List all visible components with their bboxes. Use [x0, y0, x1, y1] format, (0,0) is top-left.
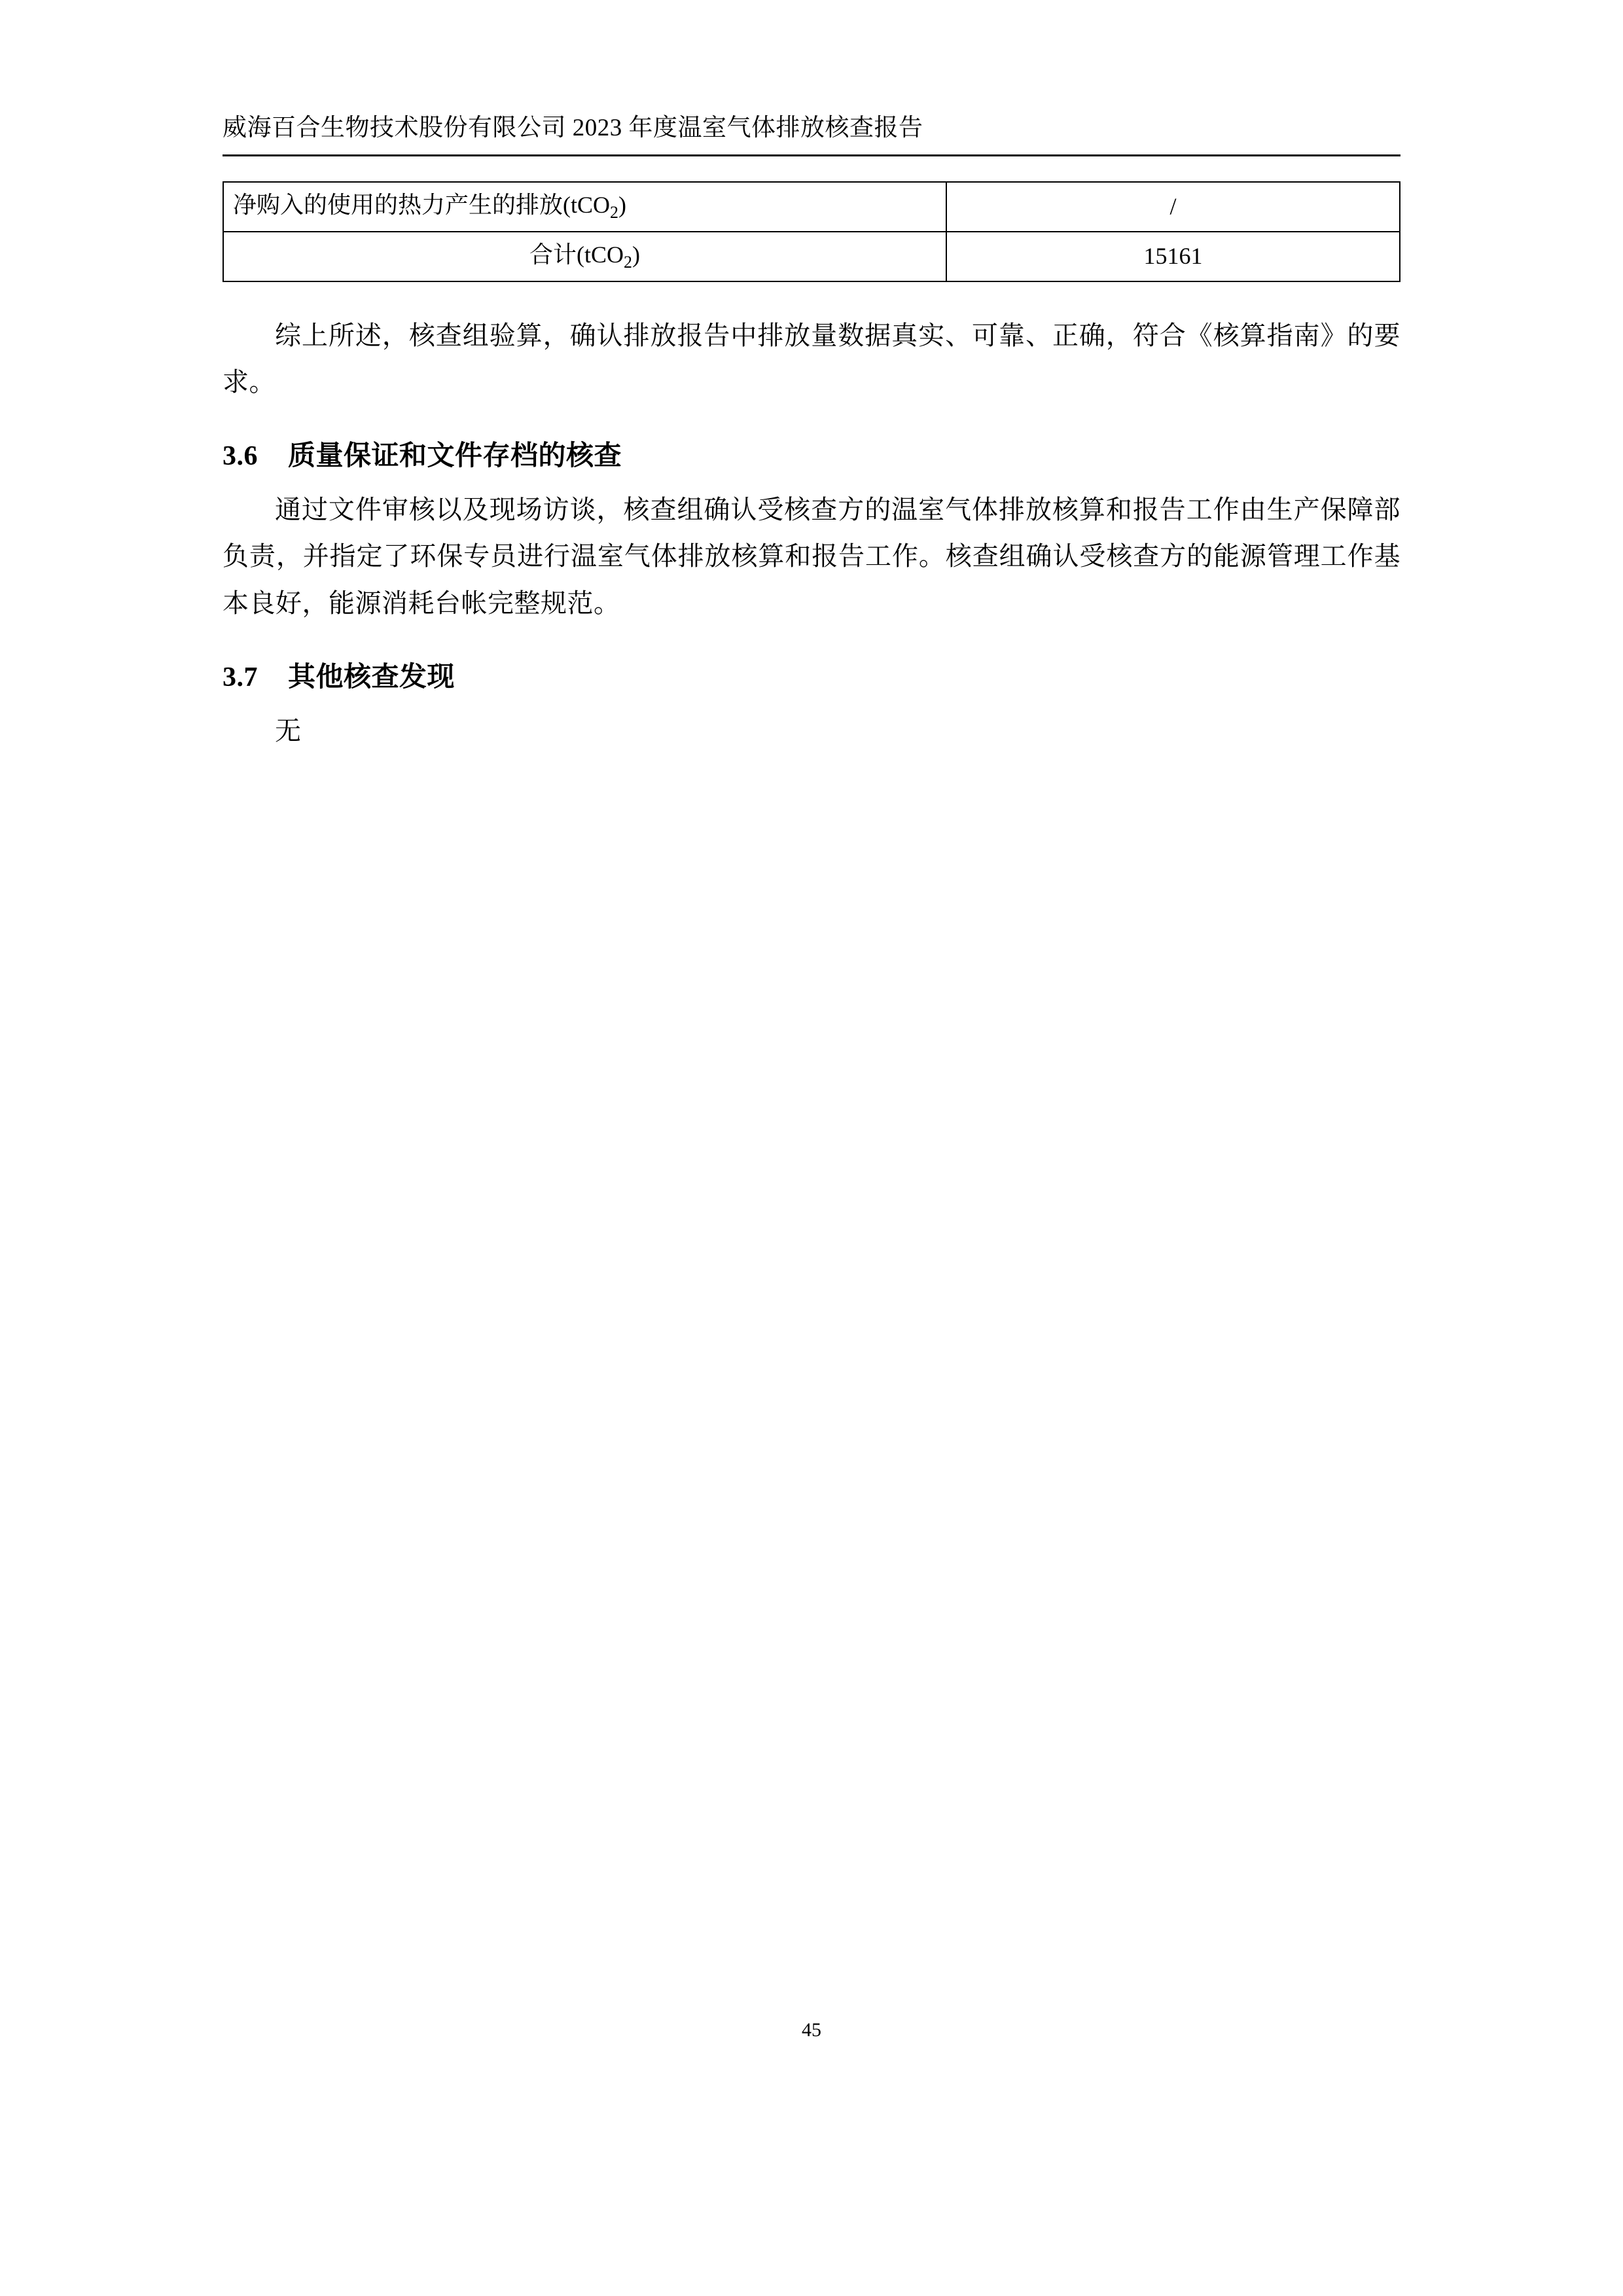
section36-paragraph: 通过文件审核以及现场访谈，核查组确认受核查方的温室气体排放核算和报告工作由生产保障部负责，并指定了环保专员进行温室气体排放核算和报告工作。核查组确认受核查方的能源管理工作基本良好，能源消耗台帐完整规范。: [223, 495, 1400, 618]
page-header: 威海百合生物技术股份有限公司 2023 年度温室气体排放核查报告: [223, 115, 923, 141]
header-divider: [223, 154, 1400, 156]
section-heading-3-6: [223, 434, 1400, 473]
section-title: 其他核查发现: [288, 660, 455, 692]
section-title: 质量保证和文件存档的核查: [288, 439, 622, 472]
summary-paragraph-block: [223, 312, 1400, 405]
table-row: [223, 232, 1400, 281]
table-cell-label: [223, 182, 946, 232]
page-number: 45: [802, 2019, 821, 2041]
summary-paragraph: 综上所述，核查组验算，确认排放报告中排放量数据真实、可靠、正确，符合《核算指南》的要求。: [223, 320, 1400, 397]
table-cell-value: 15161: [946, 232, 1400, 281]
section-number: 3.7: [223, 662, 258, 692]
row-label-text: 净购入的使用的热力产生的排放(tCO: [233, 191, 611, 218]
section-heading-3-7: [223, 655, 1400, 694]
row-label-subscript: 2: [610, 202, 618, 222]
section37-paragraph: 无: [275, 715, 302, 745]
table-cell-value: /: [946, 182, 1400, 232]
page-content: [223, 111, 1400, 754]
row-label-tail: ): [618, 191, 626, 218]
row-label-tail: ): [632, 241, 640, 268]
emission-summary-table: [223, 181, 1400, 282]
section-number: 3.6: [223, 441, 258, 472]
row-label-subscript: 2: [624, 252, 632, 272]
table-row: [223, 182, 1400, 232]
section37-body-block: [223, 708, 1400, 754]
section36-body-block: [223, 486, 1400, 626]
table-cell-label: [223, 232, 946, 281]
row-label-text: 合计(tCO: [529, 241, 624, 268]
